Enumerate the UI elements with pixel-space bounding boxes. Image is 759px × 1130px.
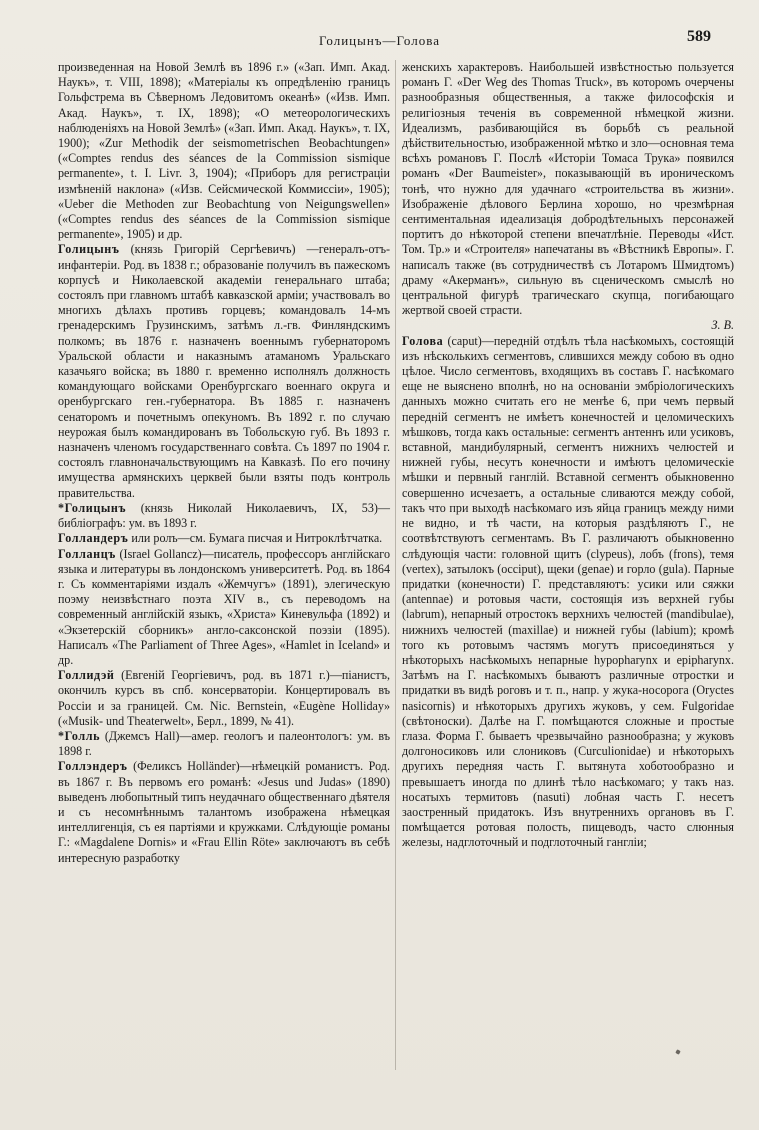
headword: Голландеръ [58, 531, 129, 546]
entry-gollancz [58, 547, 390, 669]
headword: Голланцъ [58, 546, 116, 561]
headword: Голицынъ [58, 242, 120, 257]
entry-golitsyn-nikolay [58, 501, 390, 531]
entry-text: (Евгеній Георгіевичъ, род. въ 1871 г.)—піанистъ, окончилъ курсъ въ спб. консерваторіи. Концертировалъ въ Россіи и за границей. См. Nic. Bernstein, «Eugène Holliday» («Musik- und Theaterwelt», Берл., 1899, № 41). [58, 668, 390, 728]
headword: Голова [402, 333, 444, 348]
left-column [58, 60, 390, 866]
entry-golitsyn-grigory [58, 242, 390, 500]
entry-holliday [58, 668, 390, 729]
page-number: 589 [687, 28, 711, 45]
headword: *Голицынъ [58, 500, 127, 515]
entry-text: (князь Николай Николаевичъ, IX, 53)—библіографъ: ум. въ 1893 г. [58, 500, 390, 531]
headword: *Голль [58, 728, 101, 743]
column-divider [395, 60, 396, 1070]
ink-speck [675, 1049, 680, 1054]
running-title: Голицынъ—Голова [319, 33, 440, 48]
entry-text: (князь Григорій Сергѣевичъ) —генералъ-отъ-инфантеріи. Род. въ 1838 г.; образованіе получилъ въ пажескомъ корпусѣ и Николаевской академіи генеральнаго штаба; состоялъ при главномъ штабѣ кавказской арміи; участвовалъ во многихъ дѣлахъ противъ горцевъ; командовалъ 14-мъ гренадерскимъ Грузинскимъ, затѣмъ л.-гв. Финляндскимъ полкомъ; въ 1876 г. назначенъ военнымъ губернаторомъ Уральской области и наказнымъ атаманомъ Уральскаго казачьяго войска; въ 1880 г. временно исполнялъ должность командующаго войсками Оренбургскаго военнаго округа и оренбургскаго ген.-губернатора. Въ 1885 г. назначенъ сенаторомъ и почетнымъ опекуномъ. Въ 1892 г. по случаю неурожая былъ командированъ въ Тобольскую губ. Въ 1893 г. назначенъ членомъ государственнаго совѣта. Съ 1897 по 1904 г. состоялъ главноначальствующимъ на Кавказѣ. По его почину имущества армянскихъ церквей были взяты подъ контроль правительства. [58, 242, 390, 500]
entry-hollaender [58, 759, 390, 865]
headword: Голлэндеръ [58, 759, 128, 774]
headword: Голлидэй [58, 668, 115, 683]
entry-golova [402, 334, 734, 851]
continued-text: произведенная на Новой Землѣ въ 1896 г.» («Зап. Имп. Акад. Наукъ», т. VIII, 1898); «Матеріалы къ опредѣленію границъ Гольфстрема въ Сѣверномъ Ледовитомъ океанѣ» («Изв. Имп. Акад. Наукъ», т. IX, 1898); «О метеорологическихъ наблюденіяхъ на Новой Землѣ» («Зап. Имп. Акад. Наукъ», т. IX, 1900); «Zur Methodik der seismometrischen Beobachtungen» («Comptes rendus des séances de la Commission sismique permanente», t. I. Livr. 3, 1904); «Приборъ для регистраціи измѣненій наклона» («Изв. Сейсмической Коммиссіи», 1905); «Ueber die Methoden zur Beobachtung von Neigungswellen» («Comptes rendus des séances de la Commission sismique permanente», 1905) и др. [58, 60, 390, 242]
entry-text: (Феликсъ Holländer)—нѣмецкій романистъ. Род. въ 1867 г. Въ первомъ его романѣ: «Jesus und Judas» (1890) выведенъ любопытный типъ неудачнаго общественнаго дѣятеля и съ несомнѣннымъ талантомъ изображена нѣмецкая интеллигенція, съ ея партіями и кружками. Слѣдующіе романы Г.: «Magdalene Dornis» и «Frau Ellin Röte» заключаютъ въ себѣ интересную разработку [58, 759, 390, 865]
author-signature: З. В. [711, 318, 734, 333]
entry-text: (caput)—передній отдѣлъ тѣла насѣкомыхъ, состоящій изъ нѣсколькихъ сегментовъ, слившихся между собою въ одно цѣлое. Число сегментовъ, входящихъ въ составъ Г. насѣкомаго еще не выяснено вполнѣ, но на основаніи эмбріологическихъ данныхъ можно считать его не менѣе 6, при чемъ первый передній сегментъ не имѣетъ конечностей и целомическихъ мѣшковъ, тогда какъ остальные: сегментъ антеннъ или усиковъ, вставной, мандибулярный, сегментъ нижнихъ челюстей и нижней губы, несутъ конечности и имѣютъ целомическіе мѣшки и первный ганглій. Вставной сегментъ обыкновенно совершенно исчезаетъ, а остальные сливаются между собой, такъ что при выходѣ насѣкомаго изъ яйца границъ между ними не видно, и тѣ части, на которыя раздѣляютъ Г., не соотвѣтствуютъ сегментамъ. Въ Г. различаютъ обыкновенно слѣдующія части: головной щитъ (clypeus), лобъ (frons), темя (vertex), затылокъ (occiput), щеки (genae) и горло (gula). Парные придатки (конечности) Г. представляютъ: усики или сяжки (antennae) и ротовыя части, состоящія изъ верхней губы (labrum), непарный отростокъ верхнихъ челюстей (mandibulae), нижнихъ челюстей (maxillae) и нижней губы (labium); кромѣ того къ ротовымъ частямъ могутъ присоединяться у нѣкоторыхъ насѣкомыхъ непарные hypopharynx и epipharynx. Затѣмъ на Г. насѣкомыхъ бываютъ различные отростки и придатки въ видѣ роговъ и т. п., напр. у жука-носорога (Oryctes nasicornis) и нѣкоторыхъ другихъ жуковъ, у сем. Fulgoridae (свѣтоноски). Далѣе на Г. помѣщаются сложные и простые глаза. Форма Г. бываетъ чрезвычайно разнообразна; у жуковъ долгоносиковъ или слониковъ (Curculionidae) и нѣкоторыхъ другихъ передняя часть Г. вытянута хоботообразно и превышаетъ иногда по длинѣ тѣло насѣкомаго; у такъ наз. носатыхъ термитовъ (nasuti) лобная часть Г. несетъ заостренный придатокъ. Изъ внутреннихъ органовъ въ Г. помѣщается ротовая полость, пищеводъ, часто слюнныя железы, надглоточный и подглоточный гангліи; [402, 333, 734, 850]
entry-text: (Джемсъ Hall)—амер. геологъ и палеонтологъ: ум. въ 1898 г. [58, 728, 390, 759]
entry-hall [58, 729, 390, 759]
entry-hollander-machine [58, 531, 390, 546]
entry-text: или ролъ—см. Бумага писчая и Нитроклѣтчатка. [128, 531, 383, 546]
continued-text: женскихъ характеровъ. Наибольшей извѣстностью пользуется романъ Г. «Der Weg des Thomas Truck», въ которомъ очерчены разнообразныя общественныя, а также философскія и религіозныя теченія въ современной нѣмецкой жизни. Идеализмъ, разбивающійся въ борьбѣ съ реальной дѣйствительностью, изображенной мѣтко и зло—основная тема всѣхъ романовъ Г. Послѣ «Исторіи Томаса Трука» появился романъ «Der Baumeister», показывающій въ ироническомъ тонѣ, что нужно для удачнаго «строительства въ жизни». Изображеніе дѣлового Берлина хорошо, но чрезмѣрная сентиментальная идеализація добродѣтельныхъ персонажей портитъ до нѣкоторой степени впечатлѣніе. Переводы «Ист. Том. Тр.» и «Строителя» напечатаны въ «Вѣстникѣ Европы». Г. написалъ также (въ сотрудничествѣ съ Лотаромъ Шмидтомъ) драму «Акерманъ», сильную въ сценическомъ смыслѣ но центральной фигурѣ трагическаго скупца, погибающаго жертвой своей страсти. [402, 60, 734, 318]
entry-text: (Israel Gollancz)—писатель, профессоръ англійскаго языка и литературы въ лондонскомъ университетѣ. Род. въ 1864 г. Съ комментаріями издалъ «Жемчугъ» (1891), элегическую поэму неизвѣстнаго поэта XIV в., съ переводомъ на современный англійскій языкъ, «Христа» Киневульфа (1892) и «Экзетерскій сборникъ» англо-саксонской поэзіи (1895). Написалъ «The Parliament of Three Ages», «Hamlet in Iceland» и др. [58, 546, 390, 667]
right-column [402, 60, 734, 851]
